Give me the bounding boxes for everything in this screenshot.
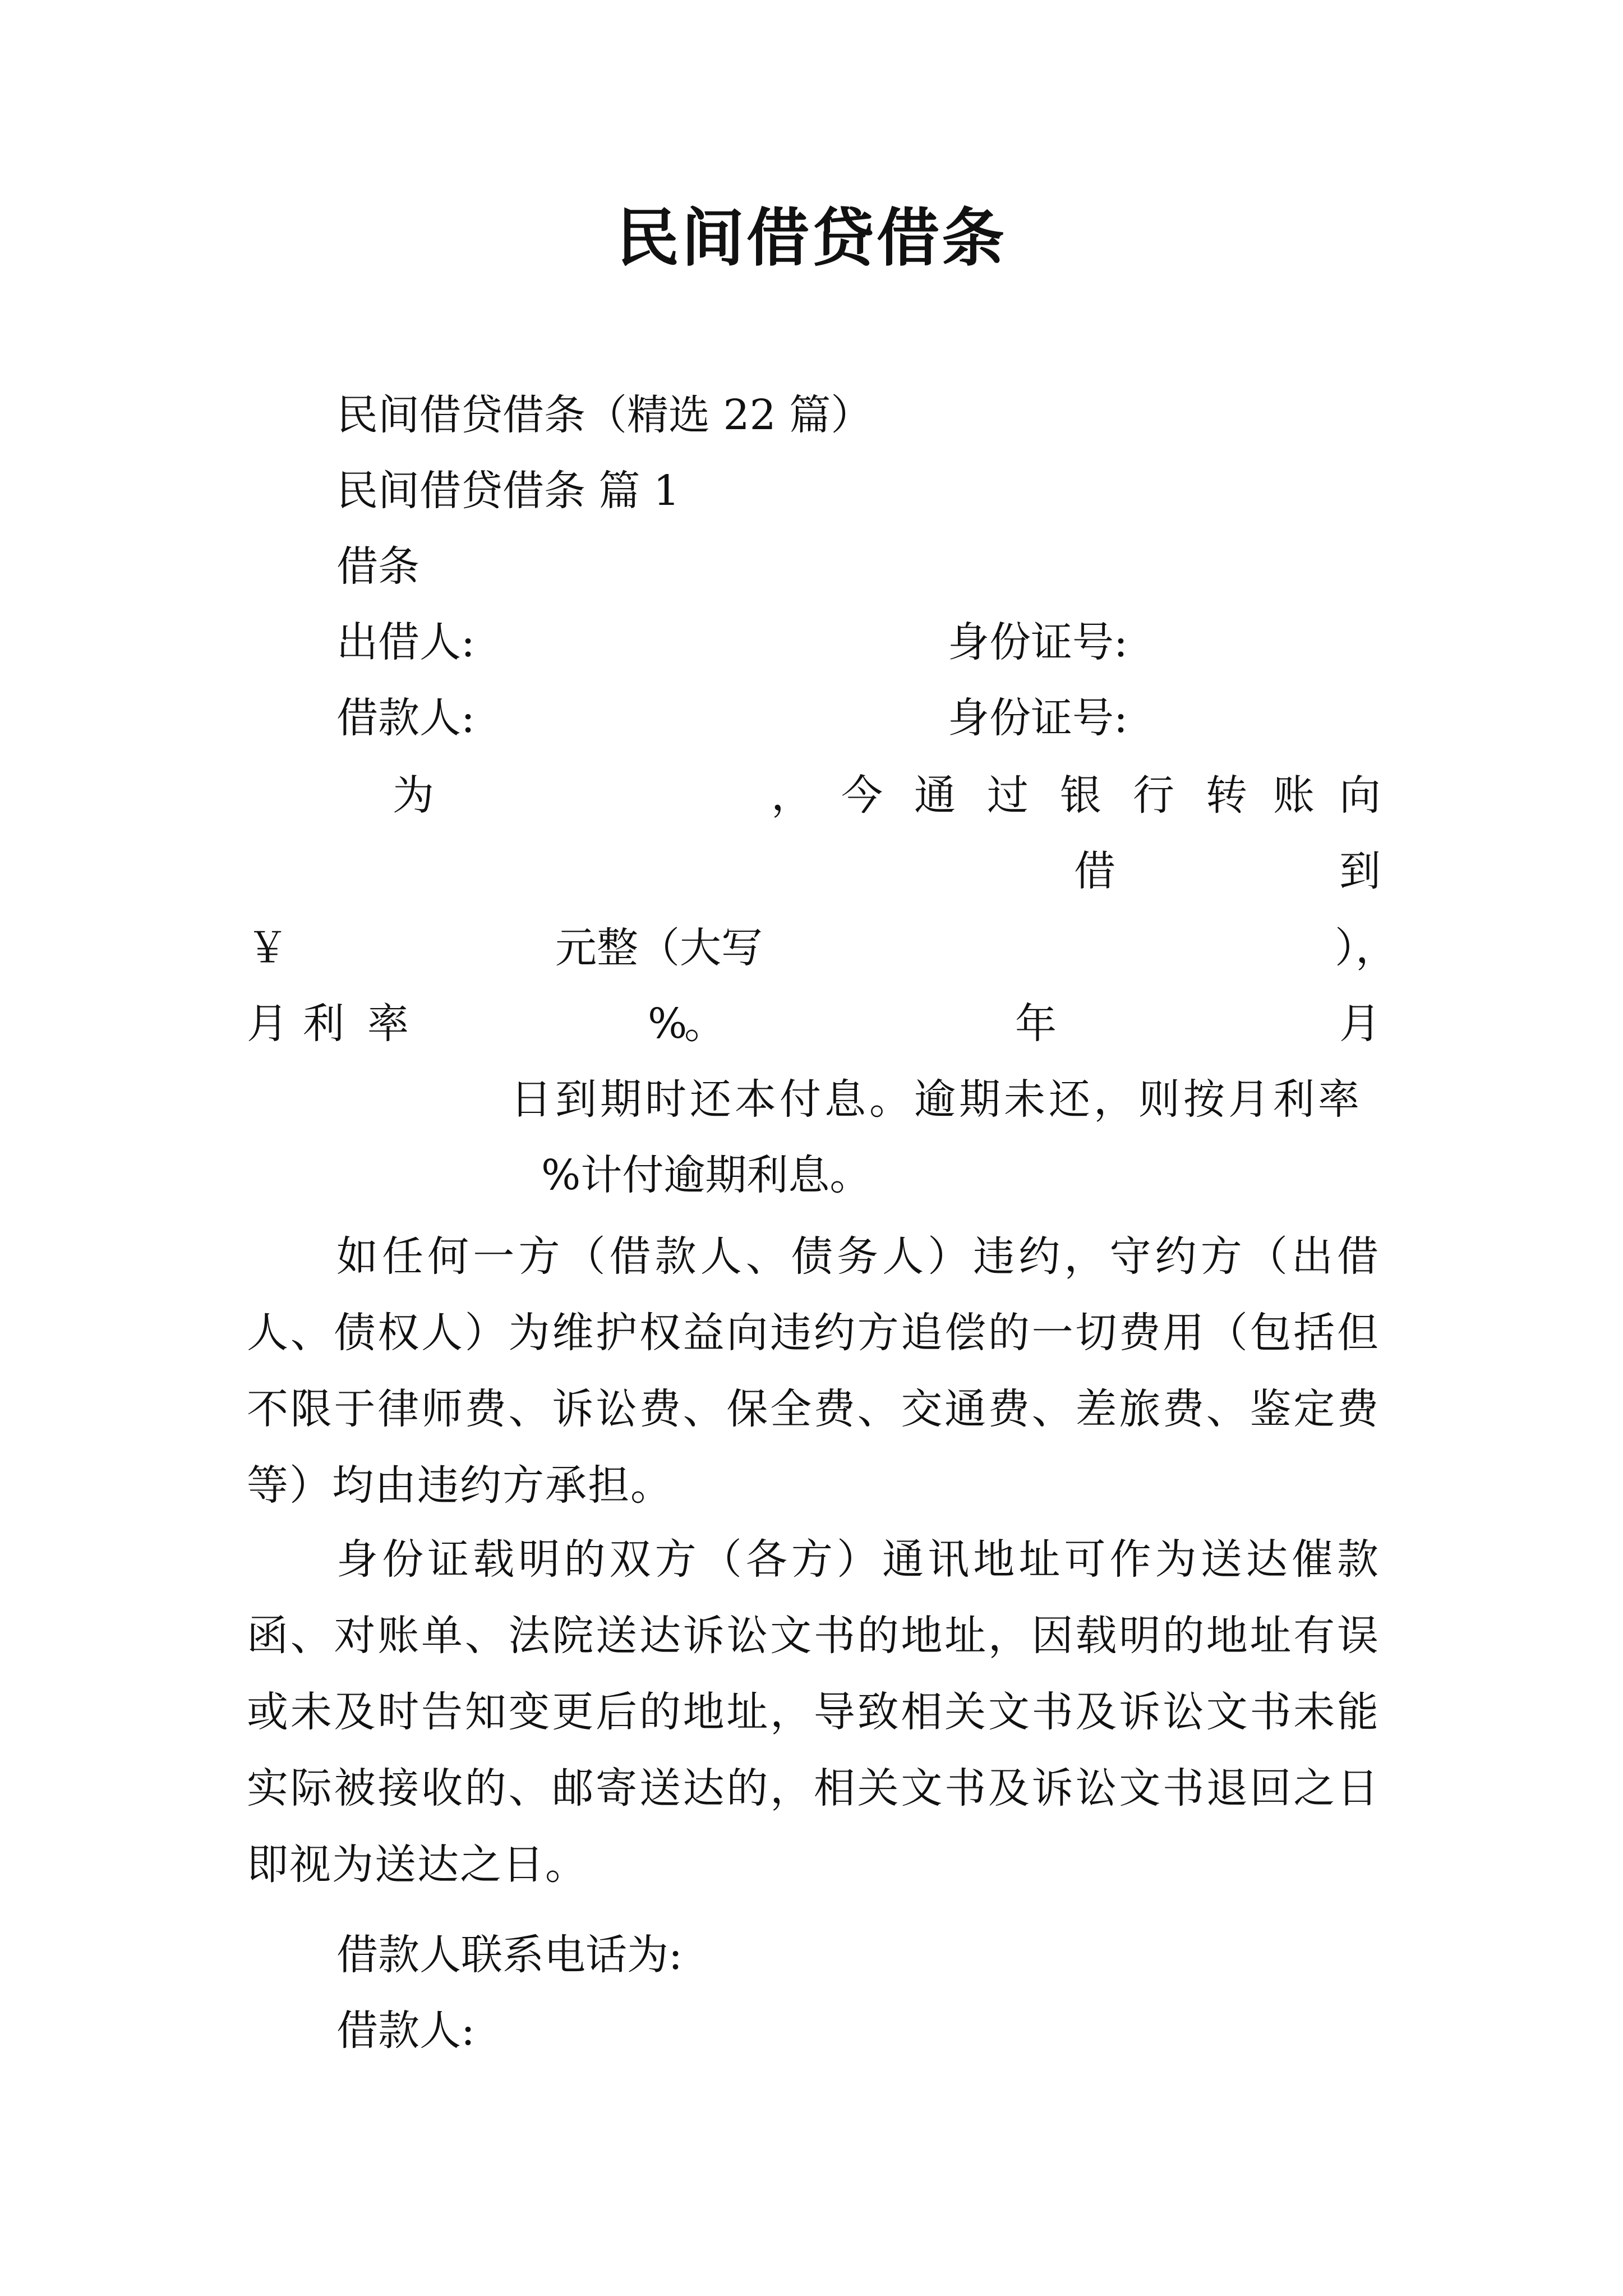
loan-clause-word: 率	[367, 1000, 409, 1048]
signature-label: 借款人:	[336, 2007, 475, 2055]
overdue-interest-clause: %计付逾期利息。	[541, 1151, 872, 1199]
loan-clause-word: 月	[1339, 1000, 1381, 1048]
currency-symbol: ￥	[247, 924, 288, 972]
loan-clause-word: 借	[1074, 847, 1115, 895]
loan-clause-word: 今	[841, 771, 883, 820]
loan-clause-word: 行	[1133, 771, 1174, 820]
borrower-id-label: 身份证号:	[948, 694, 1128, 742]
document-subtitle: 民间借贷借条（精选 22 篇）	[336, 391, 873, 439]
loan-clause-word: 账	[1273, 771, 1315, 820]
amount-in-words-label: 元整（大写	[555, 924, 763, 972]
loan-clause-word: 向	[1339, 771, 1381, 820]
loan-clause-word: 到	[1339, 847, 1381, 895]
loan-clause-word: 银	[1060, 771, 1101, 820]
borrower-label: 借款人:	[336, 694, 475, 742]
loan-clause-word: 为	[393, 771, 434, 820]
lender-id-label: 身份证号:	[948, 618, 1128, 666]
loan-clause-word: 通	[914, 771, 956, 820]
loan-clause-word: ），	[1335, 924, 1397, 972]
section-heading: 民间借贷借条 篇 1	[336, 467, 680, 515]
loan-clause-word: ，	[771, 771, 813, 820]
loan-clause-word: 转	[1206, 771, 1247, 820]
breach-paragraph: 如任何一方（借款人、债务人）违约，守约方（出借人、债权人）为维护权益向违约方追偿的一切费用（包括但不限于律师费、诉讼费、保全费、交通费、差旅费、鉴定费等）均由违约方承担。	[247, 1232, 1380, 1510]
loan-clause-word: 过	[987, 771, 1029, 820]
doc-label: 借条	[336, 542, 419, 591]
document-title: 民间借贷借条	[616, 202, 1007, 275]
loan-clause-word: 月	[247, 1000, 288, 1048]
address-paragraph: 身份证载明的双方（各方）通讯地址可作为送达催款函、对账单、法院送达诉讼文书的地址，因载明的地址有误或未及时告知变更后的地址，导致相关文书及诉讼文书未能实际被接收的、邮寄送达的，相关文书及诉讼文书退回之日即视为送达之日。	[247, 1535, 1380, 1889]
loan-clause-word: 年	[1015, 1000, 1057, 1048]
lender-label: 出借人:	[336, 618, 475, 666]
phone-label: 借款人联系电话为:	[336, 1931, 683, 1979]
loan-clause-word: 利	[303, 1000, 344, 1048]
loan-clause-word: 。	[684, 1000, 726, 1048]
loan-clause-word: %	[648, 1000, 688, 1048]
due-date-clause: 日到期时还本付息。逾期未还，则按月利率	[510, 1075, 1363, 1124]
